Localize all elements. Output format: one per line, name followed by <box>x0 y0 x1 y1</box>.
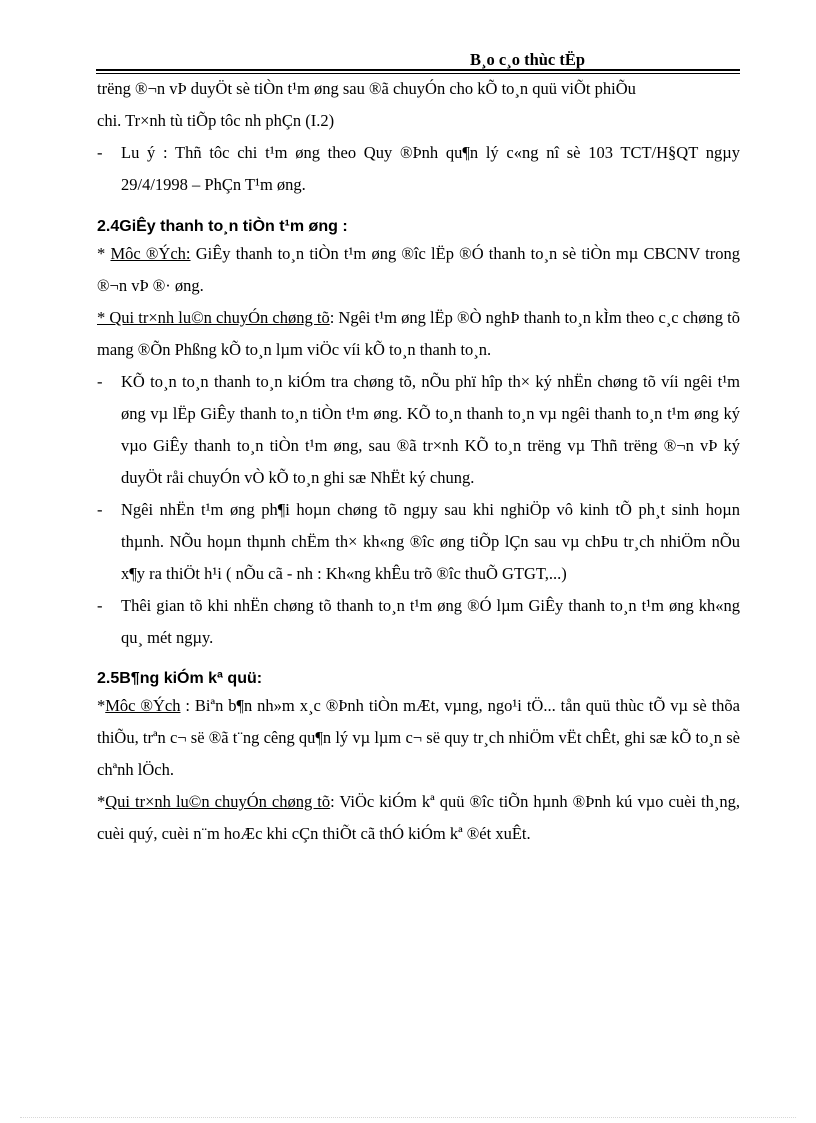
dash-bullet: - <box>97 372 103 391</box>
prefix: * <box>97 244 111 263</box>
paragraph: trëng ®¬n vÞ duyÖt sè tiÒn t¹m øng sau ®ã chuyÓn cho kÕ to¸n quü viÕt phiÕu <box>97 79 636 98</box>
page-header-title: B¸o c¸o thùc tËp <box>470 50 586 69</box>
procedure-text: : ViÖc kiÓm kª quü ®îc tiÕn hµnh ®Þnh kú vµo cuèi th¸ng, cuèi quý, cuèi n¨m hoÆc khi cÇn thiÕt cã thÓ kiÓm kª ®ét xuÊt. <box>97 792 740 843</box>
footer-dotted-rule <box>20 1117 796 1118</box>
procedure-label: Qui tr×nh lu©n chuyÓn chøng tõ <box>105 792 331 811</box>
section-heading-2-4: 2.4GiÊy thanh to¸n tiÒn t¹m øng : <box>97 218 348 235</box>
document-body <box>97 73 740 850</box>
purpose-label: Môc ®Ých: <box>110 244 191 263</box>
purpose-label: Môc ®Ých <box>105 696 181 715</box>
paragraph-procedure <box>97 786 740 850</box>
prefix: * <box>97 696 106 715</box>
list-item <box>97 494 740 590</box>
list-item <box>97 366 740 494</box>
dash-bullet: - <box>97 143 103 162</box>
procedure-label: * Qui tr×nh lu©n chuyÓn chøng tõ <box>97 308 330 327</box>
procedure-text: : Ngêi t¹m øng lËp ®Ò nghÞ thanh to¸n kÌm theo c¸c chøng tõ mang ®Õn Phßng kÕ to¸n lµm viÖc víi kÕ to¸n thanh to¸n. <box>97 308 741 359</box>
list-item-text: Ngêi nhËn t¹m øng ph¶i hoµn chøng tõ ngµy sau khi nghiÖp vô kinh tÕ ph¸t sinh hoµn thµnh. NÕu hoµn thµnh chËm th× kh«ng ®îc øng tiÕp lÇn sau vµ chÞu tr¸ch nhiÖm nÕu x¶y ra thiÖt h¹i ( nÕu cã - nh : Kh«ng khÊu trõ ®îc thuÕ GTGT,...) <box>121 500 740 583</box>
paragraph-procedure <box>97 302 740 366</box>
paragraph-purpose <box>97 238 740 302</box>
list-item-text: KÕ to¸n to¸n thanh to¸n kiÓm tra chøng tõ, nÕu phï hîp th× ký nhËn chøng tõ víi ngêi t¹m øng vµ lËp GiÊy thanh to¸n tiÒn t¹m øng. KÕ to¸n thanh to¸n vµ ngêi thanh to¸n t¹m øng ký vµo GiÊy thanh to¸n tiÒn t¹m øng, sau ®ã tr×nh KÕ to¸n trëng vµ Thñ trëng ®¬n vÞ ký duyÖt råi chuyÓn vÒ kÕ to¸n ghi sæ NhËt ký chung. <box>121 372 740 487</box>
list-item-text: Thêi gian tõ khi nhËn chøng tõ thanh to¸n t¹m øng ®Ó lµm GiÊy thanh to¸n t¹m øng kh«ng qu¸ mét ngµy. <box>121 596 740 647</box>
header-rule-thick <box>96 69 740 71</box>
prefix: * <box>97 792 106 811</box>
purpose-text: GiÊy thanh to¸n tiÒn t¹m øng ®îc lËp ®Ó thanh to¸n sè tiÒn mµ CBCNV trong ®¬n vÞ ®· øng. <box>97 244 741 295</box>
dash-bullet: - <box>97 596 103 615</box>
list-item <box>97 590 740 654</box>
paragraph: chi. Tr×nh tù tiÕp tôc nh phÇn (I.2) <box>97 111 335 130</box>
section-heading-2-5: 2.5B¶ng kiÓm kª quü: <box>97 670 263 687</box>
paragraph-purpose <box>97 690 740 786</box>
dash-bullet: - <box>97 500 103 519</box>
purpose-text: : Biªn b¶n nh»m x¸c ®Þnh tiÒn mÆt, vµng, ngo¹i tÖ... tån quü thùc tÕ vµ sè thõa thiÕu, trªn c¬ së ®ã t¨ng cêng qu¶n lý vµ lµm c¬ së quy tr¸ch nhiÖm vËt chÊt, ghi sæ kÕ to¸n sè chªnh lÖch. <box>97 696 740 779</box>
list-item-text: Lu ý : Thñ tôc chi t¹m øng theo Quy ®Þnh qu¶n lý c«ng nî sè 103 TCT/H§QT ngµy 29/4/1998 – PhÇn T¹m øng. <box>121 143 740 194</box>
list-item <box>97 137 740 201</box>
